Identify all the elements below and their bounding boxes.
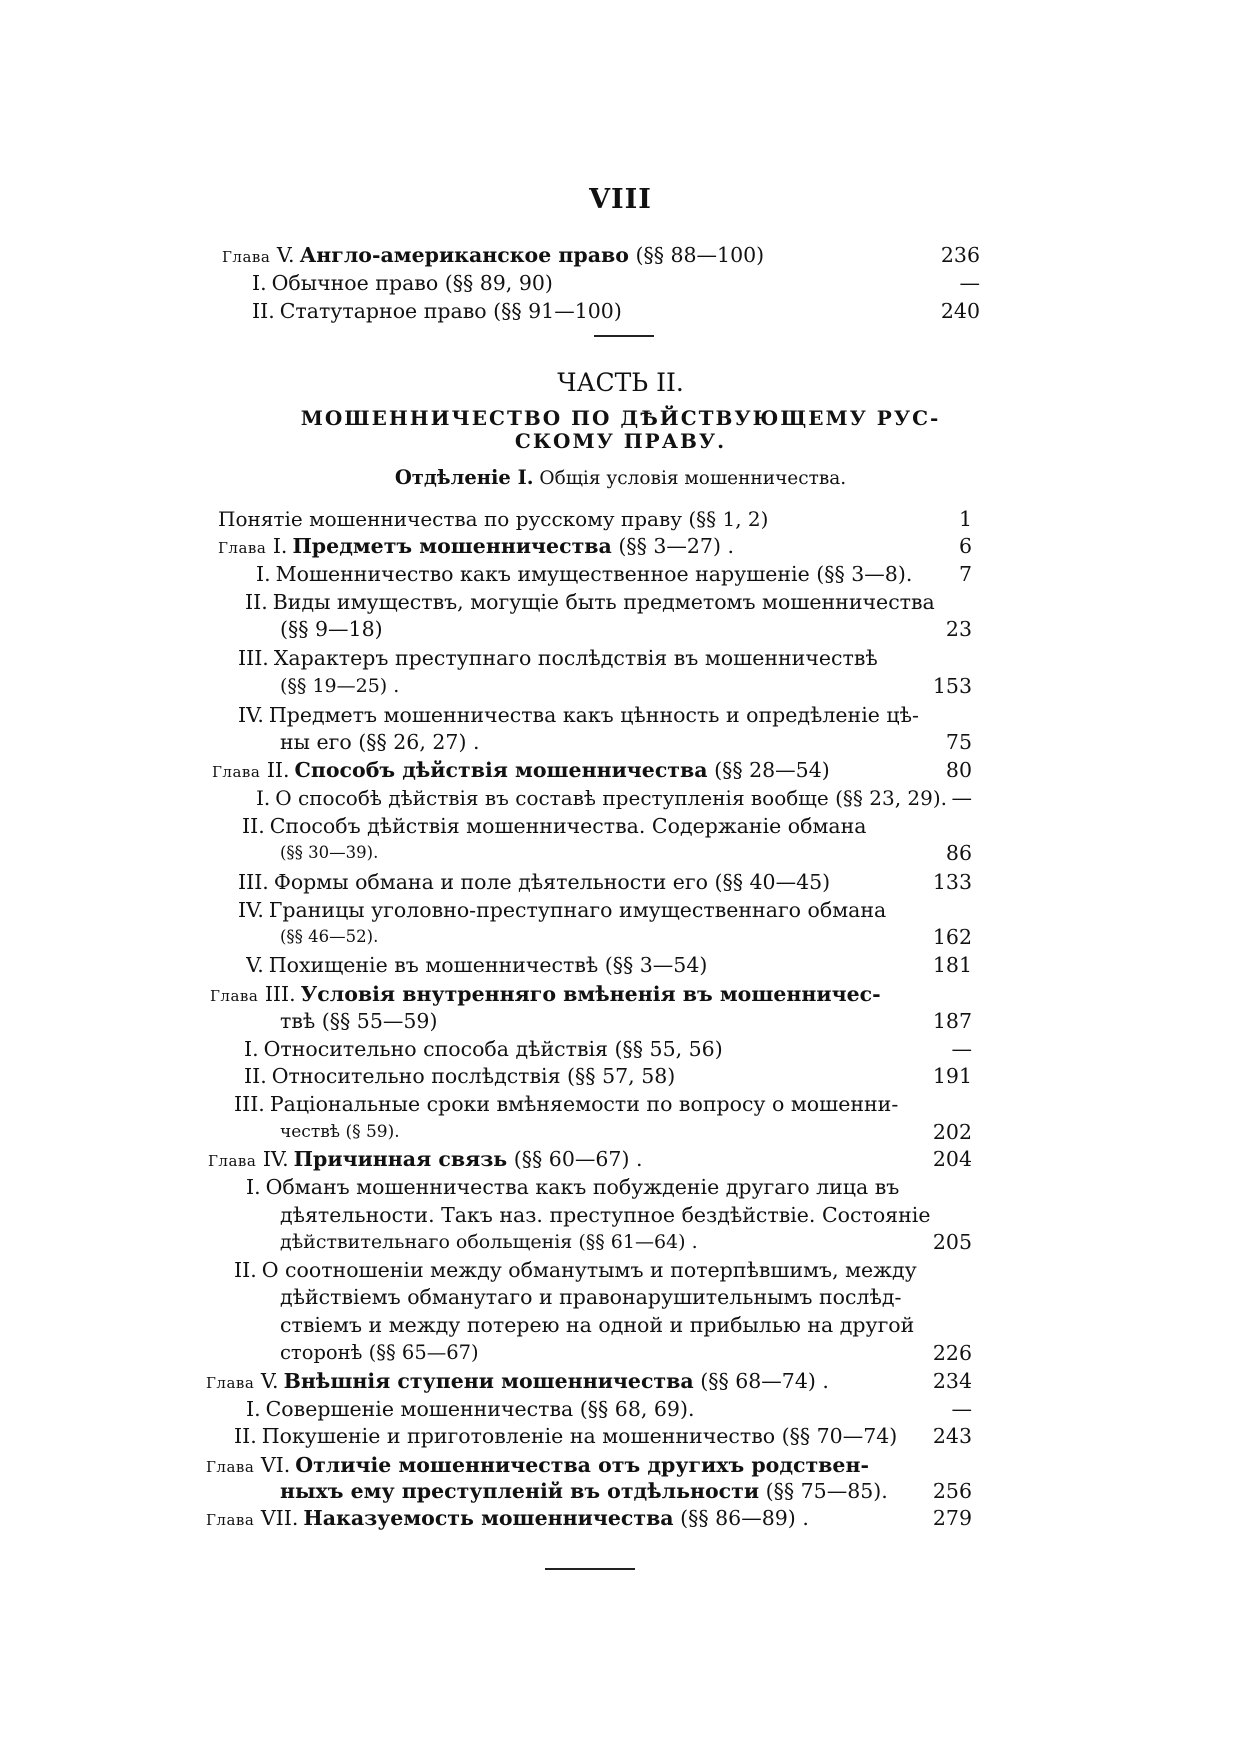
entry-range: (§§ 86—89) . [680,1506,809,1530]
entry-number: VI. [260,1453,291,1477]
entry-text: ствіемъ и между потерею на одной и прибылью на другой [280,1313,915,1337]
entry-title-bold: Наказуемость мошенничества [303,1506,674,1530]
toc-line [0,1008,1241,1034]
page-ref: 243 [932,1424,972,1448]
entry-text: Формы обмана и поле дѣятельности его (§§ 40—45) [273,870,831,894]
toc-entry-text [208,1146,648,1172]
toc-entry-text [234,1423,962,1449]
section-heading [0,466,1241,489]
page-ref: 256 [932,1479,972,1503]
page-ref: 75 [945,730,972,754]
page-ref: 234 [932,1369,972,1393]
toc-entry-text [280,1478,920,1504]
toc-line [0,1505,1241,1531]
section-title: Общія условія мошенничества. [539,468,847,489]
entry-text: (§§ 46—52). [280,927,379,946]
toc-entry-text [280,729,480,755]
toc-entry-text [238,645,960,671]
page-ref: 236 [940,243,980,267]
page-ref: 240 [940,299,980,323]
entry-text: чествѣ (§ 59). [280,1122,400,1142]
toc-line [0,645,1241,671]
toc-entry-text [280,1202,962,1228]
toc-entry-text [280,1119,400,1145]
chapter-label: Глава [222,248,271,266]
toc-entry-text [234,1257,962,1283]
page-ref: — [959,271,980,295]
page-ref: 153 [932,674,972,698]
entry-number: II. [234,1258,257,1282]
toc-line [0,952,1241,978]
entry-text: дѣятельности. Такъ наз. преступное бездѣйствіе. Состояніе [280,1203,931,1227]
entry-number: II. [245,590,268,614]
toc-entry-text [206,1368,866,1394]
entry-number: II. [234,1424,257,1448]
entry-number: V. [246,953,264,977]
entry-text: Границы уголовно-преступнаго имущественнаго обмана [268,898,887,922]
entry-text: Мошенничество какъ имущественное нарушеніе (§§ 3—8). [275,562,913,586]
toc-line [0,869,1241,895]
entry-text: твѣ (§§ 55—59) [280,1009,438,1033]
entry-text: Способъ дѣйствія мошенничества. Содержаніе обмана [269,814,867,838]
entry-text: Предметъ мошенничества какъ цѣнность и опредѣленіе цѣ- [268,703,919,727]
chapter-label: Глава [206,1511,255,1529]
section-label: Отдѣленіе I. [394,466,534,489]
entry-number: I. [246,1397,261,1421]
page-ref: 162 [932,925,972,949]
toc-line [0,702,1241,728]
entry-range: (§§ 88—100) [635,243,765,267]
entry-text: ны его (§§ 26, 27) . [280,730,480,754]
chapter-label: Глава [210,987,259,1005]
part-heading-line-1: МОШЕННИЧЕСТВО ПО ДѢЙСТВУЮЩЕМУ РУС- [300,406,941,430]
page-ref: 202 [932,1120,972,1144]
page-ref: 80 [945,758,972,782]
page-number: VIII [589,184,652,215]
entry-text: (§§ 19—25) . [280,675,400,697]
toc-entry-text [280,616,400,642]
entry-title-bold: Причинная связь [293,1147,508,1171]
toc-line [0,561,1241,587]
toc-entry-text [280,1340,480,1366]
toc-line [0,1340,1241,1366]
toc-entry-text [234,1091,962,1117]
entry-title-bold: ныхъ ему преступленій въ отдѣльности [280,1479,760,1503]
page-ref: 191 [932,1064,972,1088]
toc-line [0,924,1241,950]
toc-entry-text [238,702,960,728]
toc-entry-text [246,1396,716,1422]
page-ref: — [951,786,972,810]
entry-text: дѣйствительнаго обольщенія (§§ 61—64) . [280,1231,698,1253]
toc-line [0,813,1241,839]
toc-entry-text [256,561,956,587]
page-ref: 1 [958,507,972,531]
entry-text: (§§ 9—18) [280,617,383,641]
toc-entry-text [252,270,652,296]
entry-number: I. [272,534,288,558]
entry-number: III. [264,982,296,1006]
entry-number: I. [256,786,271,810]
entry-number: II. [244,1064,267,1088]
entry-text: Относительно послѣдствія (§§ 57, 58) [271,1064,676,1088]
entry-range: (§§ 28—54) [714,758,830,782]
entry-text: Относительно способа дѣйствія (§§ 55, 56) [263,1037,723,1061]
toc-line [0,840,1241,866]
toc-entry-text [280,1312,962,1338]
end-divider [545,1568,635,1570]
entry-range: (§§ 68—74) . [700,1369,829,1393]
entry-number: III. [238,646,269,670]
entry-number: II. [242,814,265,838]
toc-line [0,1202,1241,1228]
section-divider [594,335,654,337]
entry-number: I. [246,1175,261,1199]
toc-entry-text [252,298,652,324]
page-ref: 86 [945,841,972,865]
toc-entry-text [245,589,960,615]
toc-line [0,1036,1241,1062]
entry-number: III. [238,870,269,894]
toc-entry-text [246,952,726,978]
toc-entry-text [244,1036,734,1062]
toc-entry-text [210,981,962,1007]
chapter-label: Глава [208,1152,257,1170]
toc-entry-text [280,1284,962,1310]
toc-entry-text [238,897,962,923]
page-ref: 187 [932,1009,972,1033]
entry-number: I. [244,1037,259,1061]
toc-line [0,729,1241,755]
toc-line [0,1452,1241,1478]
page-ref: 7 [958,562,972,586]
entry-text: (§§ 30—39). [280,843,379,862]
toc-entry-text [256,785,962,811]
toc-line [0,673,1241,699]
entry-text: дѣйствіемъ обманутаго и правонарушительнымъ послѣд- [280,1285,902,1309]
toc-line [0,298,1241,324]
toc-entry-text [246,1174,962,1200]
page-ref: 204 [932,1147,972,1171]
entry-text: Похищеніе въ мошенничествѣ (§§ 3—54) [268,953,708,977]
toc-line [0,1284,1241,1310]
chapter-label: Глава [212,763,261,781]
toc-line [0,1091,1241,1117]
entry-number: III. [234,1092,265,1116]
entry-number: II. [266,758,290,782]
entry-range: Статутарное право (§§ 91—100) [279,299,622,323]
part-heading-line-2: СКОМУ ПРАВУ. [514,429,727,453]
entry-text: О соотношеніи между обманутымъ и потерпѣвшимъ, между [261,1258,917,1282]
entry-number: I. [252,271,267,295]
entry-title-bold: Условія внутренняго вмѣненія въ мошенничес- [300,982,881,1006]
entry-number: I. [256,562,271,586]
entry-number: VII. [260,1506,299,1530]
entry-text: Характеръ преступнаго послѣдствія въ мошенничествѣ [273,646,878,670]
entry-number: IV. [238,898,264,922]
toc-entry-text [222,242,832,268]
toc-line [0,1119,1241,1145]
page-ref: — [951,1037,972,1061]
entry-text: Раціональные сроки вмѣняемости по вопросу о мошенни- [269,1092,899,1116]
entry-title-bold: Англо-американское право [299,243,629,267]
entry-number: V. [260,1369,279,1393]
entry-text: Совершеніе мошенничества (§§ 68, 69). [265,1397,695,1421]
toc-line [0,270,1241,296]
page-ref: 205 [932,1230,972,1254]
toc-entry-text [280,1229,700,1255]
toc-line [0,897,1241,923]
toc-entry-text [242,813,962,839]
entry-text: О способѣ дѣйствія въ составѣ преступленія вообще (§§ 23, 29). [275,786,948,810]
page-ref: 23 [945,617,972,641]
toc-entry-text [218,506,778,532]
toc-line [0,1423,1241,1449]
toc-entry-text [280,673,400,699]
entry-range: (§§ 75—85). [765,1479,888,1503]
toc-entry-text [212,757,892,783]
page-ref: — [951,1397,972,1421]
toc-entry-text [218,533,778,559]
toc-line [0,1063,1241,1089]
entry-text: сторонѣ (§§ 65—67) [280,1341,479,1364]
toc-line [0,616,1241,642]
toc-entry-text [244,1063,684,1089]
page-ref: 181 [932,953,972,977]
toc-entry-text [280,924,380,950]
toc-line [0,757,1241,783]
toc-line [0,589,1241,615]
chapter-label: Глава [206,1374,255,1392]
entry-number: V. [276,243,295,267]
entry-number: IV. [238,703,264,727]
page-ref: 279 [932,1506,972,1530]
entry-title-bold: Внѣшнія ступени мошенничества [283,1369,694,1393]
entry-title-bold: Отличіе мошенничества отъ другихъ родствен- [295,1453,869,1477]
chapter-label: Глава [218,539,267,557]
toc-line [0,1257,1241,1283]
page-ref: 6 [958,534,972,558]
toc-entry-text [238,869,858,895]
page-ref: 133 [932,870,972,894]
toc-line [0,1146,1241,1172]
entry-text: Обманъ мошенничества какъ побужденіе другаго лица въ [265,1175,900,1199]
toc-entry-text [280,840,380,866]
entry-number: IV. [262,1147,289,1171]
toc-entry-text [206,1505,856,1531]
toc-line [0,242,1241,268]
entry-title-bold: Способъ дѣйствія мошенничества [294,758,708,782]
toc-line [0,1368,1241,1394]
page-ref: 226 [932,1341,972,1365]
toc-entry-text [206,1452,962,1478]
toc-line [0,785,1241,811]
toc-line [0,1229,1241,1255]
part-title: ЧАСТЬ II. [557,368,684,397]
toc-line [0,506,1241,532]
toc-line [0,981,1241,1007]
toc-line [0,533,1241,559]
toc-line [0,1174,1241,1200]
toc-line [0,1396,1241,1422]
entry-text: Покушеніе и приготовленіе на мошенничество (§§ 70—74) [261,1424,898,1448]
entry-range: Обычное право (§§ 89, 90) [271,271,553,295]
entry-range: (§§ 60—67) . [513,1147,643,1171]
entry-text: Виды имуществъ, могущіе быть предметомъ мошенничества [272,590,935,614]
toc-entry-text [280,1008,460,1034]
entry-text: Понятіе мошенничества по русскому праву (§§ 1, 2) [218,507,769,531]
toc-line [0,1478,1241,1504]
entry-title-bold: Предметъ мошенничества [292,534,612,558]
entry-range: (§§ 3—27) . [618,534,735,558]
entry-number: II. [252,299,275,323]
chapter-label: Глава [206,1458,255,1476]
toc-line [0,1312,1241,1338]
